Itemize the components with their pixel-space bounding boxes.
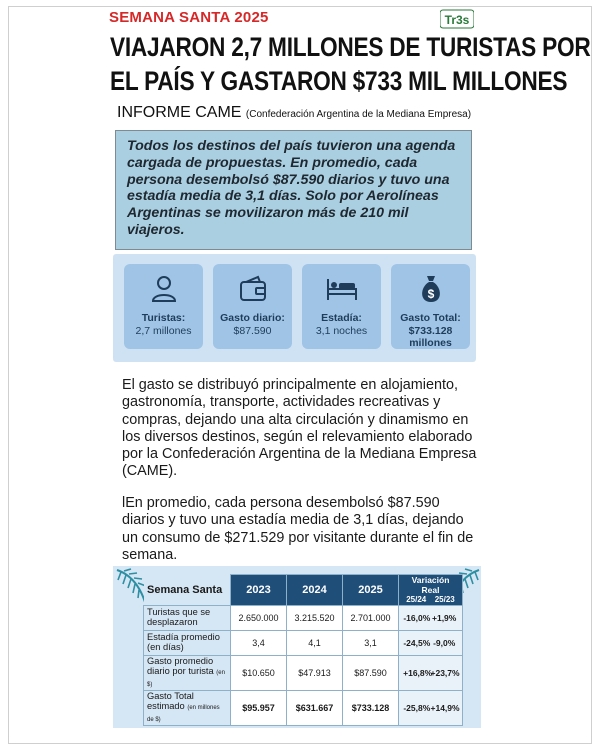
source-detail: (Confederación Argentina de la Mediana Empresa) xyxy=(245,109,472,120)
stat-label: Gasto diario: xyxy=(220,312,285,324)
stat-label: Turistas: xyxy=(141,312,186,324)
tr3s-logo xyxy=(440,8,474,30)
stat-value: $733.128 millones xyxy=(408,324,453,349)
cell-2023: $10.650 xyxy=(231,656,287,691)
row-label: Gasto Total estimado (en millones de $) xyxy=(144,691,231,726)
wallet-icon xyxy=(238,274,268,304)
cell-2024: $631.667 xyxy=(287,691,343,726)
kicker: SEMANA SANTA 2025 xyxy=(109,9,269,26)
row-label: Gasto promedio diario por turista (en $) xyxy=(144,656,231,691)
stat-value: 3,1 noches xyxy=(315,324,368,337)
stat-value: $87.590 xyxy=(233,324,272,337)
bed-icon xyxy=(325,274,359,304)
variation-label: Variación Real xyxy=(411,575,450,595)
row-label: Estadía promedio (en días) xyxy=(144,631,231,656)
stat-label: Estadía: xyxy=(321,312,362,324)
cell-variation: -16,0% +1,9% xyxy=(399,606,463,631)
cell-variation: -25,8%+14,9% xyxy=(399,691,463,726)
headline-line-2: EL PAÍS Y GASTARON $733 MIL MILLONES xyxy=(110,66,568,96)
table-title: Semana Santa xyxy=(144,575,231,606)
year-header: 2023 xyxy=(231,575,287,606)
variation-header xyxy=(399,575,463,606)
table-row xyxy=(144,691,463,726)
comparison-table-panel xyxy=(113,566,481,728)
source-label: INFORME CAME xyxy=(117,104,242,121)
stat-card-total-spend xyxy=(391,264,470,349)
table-row xyxy=(144,656,463,691)
comparison-table xyxy=(143,574,463,726)
stat-card-tourists xyxy=(124,264,203,349)
stat-value: 2,7 millones xyxy=(135,324,192,337)
cell-2024: $47.913 xyxy=(287,656,343,691)
lead-box: Todos los destinos del país tuvieron una agenda cargada de propuestas. En promedio, cada persona desembolsó $87.590 diarios y tuvo una estadía media de 3,1 días. Solo por Aerolíneas Argentinas se movilizaron más de 210 mil viajeros. xyxy=(115,130,472,250)
person-icon xyxy=(149,274,179,304)
stats-panel xyxy=(113,254,476,362)
logo-text: Tr3s xyxy=(444,13,470,27)
cell-2025: 3,1 xyxy=(343,631,399,656)
body-paragraph-1: El gasto se distribuyó principalmente en alojamiento, gastronomía, transporte, actividades recreativas y compras, dejando una alta circulación y dinamismo en los diversos destinos, según el relevamiento elaborado por la Confederación Argentina de la Mediana Empresa (CAME). xyxy=(122,377,477,480)
body-paragraph-2: lEn promedio, cada persona desembolsó $87.590 diarios y tuvo una estadía media de 3,1 días, dejando un consumo de $271.529 por visitante durante el fin de semana. xyxy=(122,495,474,563)
headline-line-1: VIAJARON 2,7 MILLONES DE TURISTAS POR xyxy=(110,32,591,62)
svg-text:$: $ xyxy=(427,287,434,301)
cell-2025: 2.701.000 xyxy=(343,606,399,631)
source-line xyxy=(117,104,471,122)
variation-col: 25/24 xyxy=(406,595,427,604)
table-header-row xyxy=(144,575,463,606)
cell-2023: 2.650.000 xyxy=(231,606,287,631)
cell-variation: -24,5% -9,0% xyxy=(399,631,463,656)
stat-card-stay xyxy=(302,264,381,349)
cell-2023: 3,4 xyxy=(231,631,287,656)
cell-2025: $733.128 xyxy=(343,691,399,726)
stat-card-daily-spend xyxy=(213,264,292,349)
year-header: 2024 xyxy=(287,575,343,606)
headline xyxy=(110,30,591,98)
cell-2023: $95.957 xyxy=(231,691,287,726)
stat-label: Gasto Total: xyxy=(400,312,461,324)
cell-2024: 4,1 xyxy=(287,631,343,656)
year-header: 2025 xyxy=(343,575,399,606)
cell-variation: +16,8%+23,7% xyxy=(399,656,463,691)
table-row xyxy=(144,631,463,656)
cell-2024: 3.215.520 xyxy=(287,606,343,631)
cell-2025: $87.590 xyxy=(343,656,399,691)
table-row xyxy=(144,606,463,631)
money-bag-icon xyxy=(416,273,446,305)
row-label: Turistas que se desplazaron xyxy=(144,606,231,631)
variation-col: 25/23 xyxy=(434,595,455,604)
